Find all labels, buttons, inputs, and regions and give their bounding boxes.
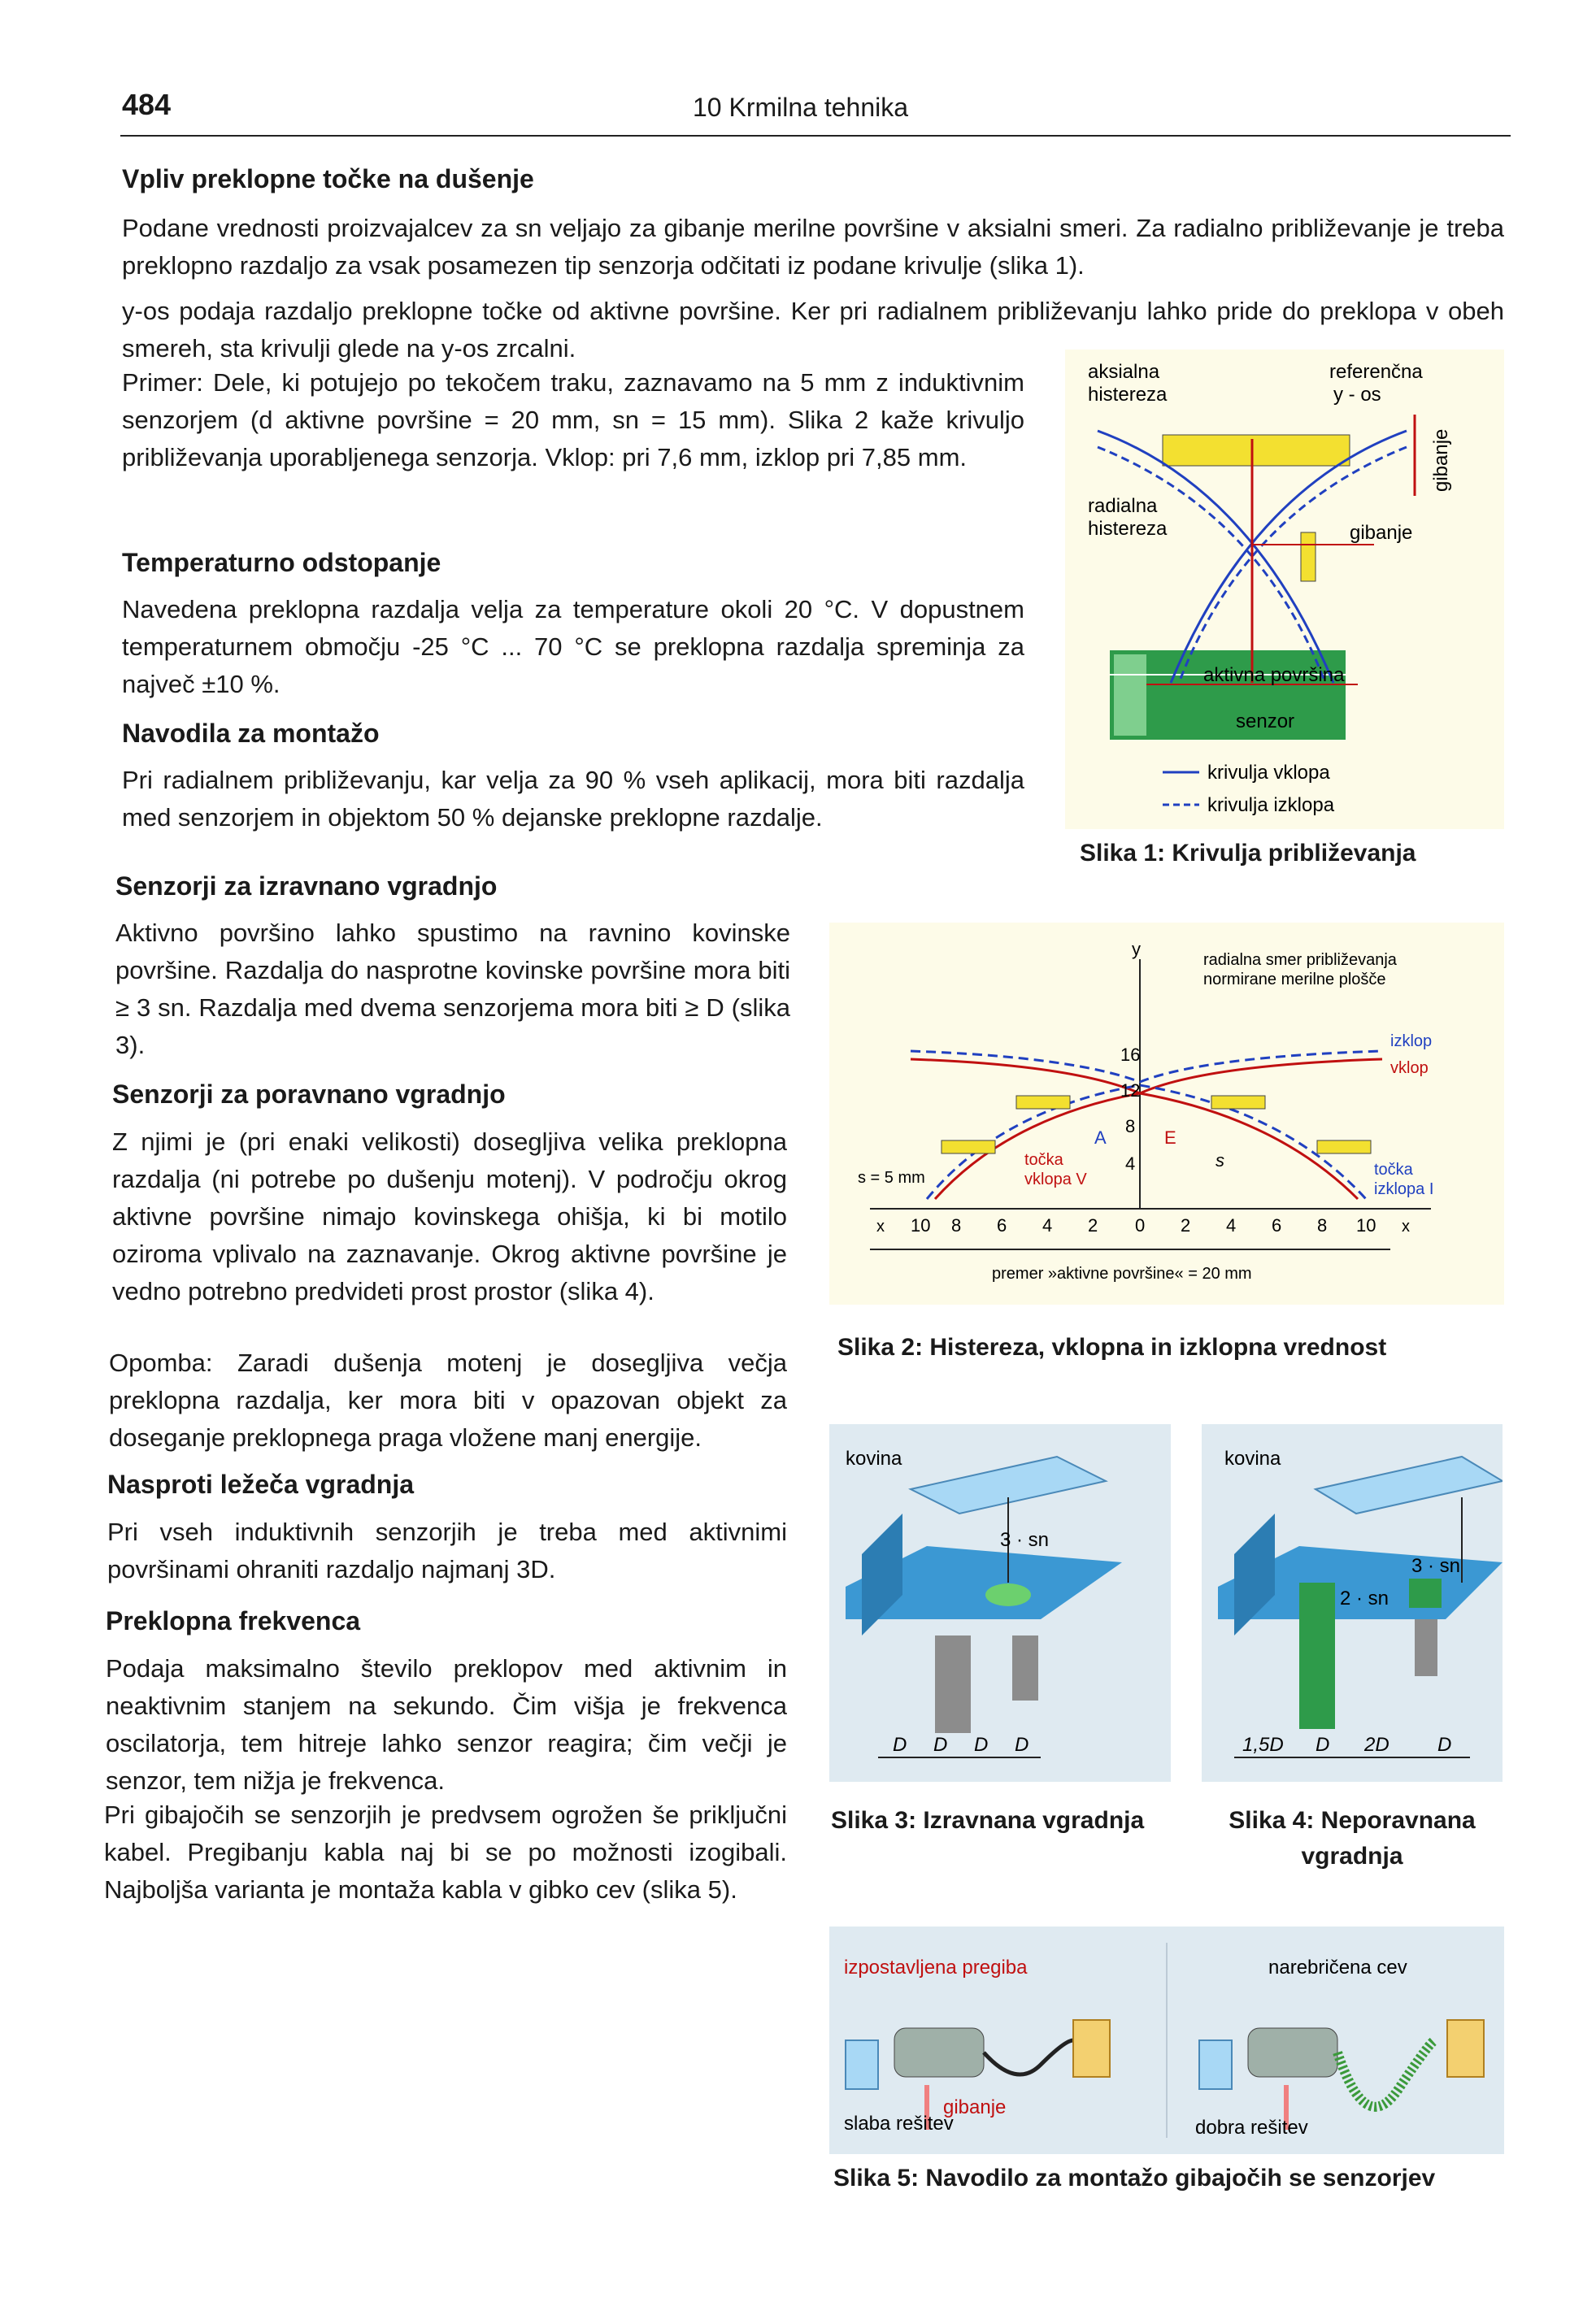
section-title-nasproti: Nasproti ležeča vgradnja <box>107 1470 415 1499</box>
x-tick: 10 <box>1356 1215 1376 1236</box>
x-tick: 4 <box>1226 1215 1237 1236</box>
plate-left-upper <box>1016 1096 1070 1109</box>
figure-5-caption: Slika 5: Navodilo za montažo gibajočih se senzorjev <box>833 2165 1436 2192</box>
sensor-1-body <box>1299 1583 1335 1729</box>
figure-3-diagram <box>829 1424 1171 1782</box>
x-tick: 8 <box>1317 1215 1328 1236</box>
label-E: E <box>1164 1127 1176 1148</box>
label-premer: premer »aktivne površine« = 20 mm <box>992 1265 1252 1283</box>
label-D-3: D <box>974 1734 989 1756</box>
legend-label-vklopa: krivulja vklopa <box>1207 762 1330 784</box>
figure-2-caption: Slika 2: Histereza, vklopna in izklopna vrednost <box>837 1334 1387 1361</box>
paragraph-poravnano-1: Z njimi je (pri enaki velikosti) dosegljiva velika preklopna razdalja (ni potrebe po dušenju motenj). V področju okrog aktivne površine nimajo kovinskega ohišja, ki bi motilo oziroma vplivalo na zaznavanje. Okrog aktivne površine je vedno potrebno predvideti prost prostor (slika 4). <box>112 1127 787 1305</box>
y-tick-8: 8 <box>1125 1116 1136 1136</box>
label-1-5D: 1,5D <box>1242 1734 1284 1756</box>
section-title-montaza: Navodila za montažo <box>122 719 380 748</box>
header-rule <box>120 135 1511 137</box>
label-tocka-v-2: vklopa V <box>1024 1171 1087 1188</box>
curve-izklop <box>911 1051 1382 1082</box>
label-D-right: D <box>1437 1734 1452 1756</box>
figure-5-diagram <box>829 1927 1504 2154</box>
label-2sn: 2 · sn <box>1340 1588 1389 1609</box>
x-tick: 6 <box>1272 1215 1282 1236</box>
y-tick-4: 4 <box>1125 1153 1136 1174</box>
label-kovina: kovina <box>1224 1448 1281 1470</box>
figure-3-caption: Slika 3: Izravnana vgradnja <box>831 1807 1145 1834</box>
figure-4 <box>1202 1424 1503 1782</box>
curve-vklopa-left <box>1098 431 1333 683</box>
paragraph-vpliv-3: Primer: Dele, ki potujejo po tekočem traku, zaznavamo na 5 mm z induktivnim senzorjem (d aktivne površine = 20 mm, sn = 15 mm). Slika 2 kaže krivuljo približevanja uporabljenega senzorja. Vklop: pri 7,6 mm, izklop pri 7,85 mm. <box>122 368 1024 471</box>
label-gibanje: gibanje <box>1350 522 1413 544</box>
label-A: A <box>1094 1127 1107 1148</box>
label-y-os: y - os <box>1333 384 1381 406</box>
running-header: 10 Krmilna tehnika <box>693 93 909 122</box>
paragraph-poravnano-2: Opomba: Zaradi dušenja motenj je dosegljiva večja preklopna razdalja, ker mora biti v opazovan objekt za doseganje preklopnega praga vložene manj energije. <box>109 1349 787 1452</box>
label-tocka-i-1: točka <box>1374 1161 1413 1179</box>
section-title-temp: Temperaturno odstopanje <box>122 548 441 577</box>
label-tocka-v-1: točka <box>1024 1151 1063 1169</box>
reference-plate <box>1163 435 1350 466</box>
label-vklop: vklop <box>1390 1059 1429 1077</box>
y-tick-16: 16 <box>1120 1045 1141 1065</box>
sensor-2-head <box>1409 1579 1442 1608</box>
label-histereza-2: histereza <box>1088 518 1168 540</box>
label-referencna: referenčna <box>1329 361 1423 383</box>
paragraph-temp-1: Navedena preklopna razdalja velja za temperature okoli 20 °C. V dopustnem temperaturnem območju -25 °C ... 70 °C se preklopna razdalja spreminja za največ ±10 %. <box>122 595 1024 698</box>
label-gibanje: gibanje <box>943 2096 1007 2118</box>
curve-vklop <box>911 1059 1382 1093</box>
label-senzor: senzor <box>1236 710 1295 732</box>
plate-left-lower <box>942 1140 995 1153</box>
paragraph-vpliv-1: Podane vrednosti proizvajalcev za sn veljajo za gibanje merilne površine v aksialni smeri. Za radialno približevanje je treba preklopno razdaljo za vsak posamezen tip senzorja odčitati iz podane krivulje (slika 1). <box>122 214 1504 280</box>
sensor-2-body <box>1415 1619 1437 1676</box>
label-D: D <box>1316 1734 1330 1756</box>
label-aksialna: aksialna <box>1088 361 1160 383</box>
label-3sn: 3 · sn <box>1000 1529 1050 1551</box>
x-tick: 0 <box>1135 1215 1146 1236</box>
x-tick: 4 <box>1042 1215 1053 1236</box>
paragraph-frekvenca-1: Podaja maksimalno število preklopov med aktivnim in neaktivnim stanjem na sekundo. Čim višja je frekvenca oscilatorja, tem hitreje lahko senzor reagira; čim večji je senzor, tem nižja je frekvenca. <box>106 1654 787 1795</box>
sensor-good <box>1248 2028 1337 2077</box>
paragraph-nasproti-1: Pri vseh induktivnih senzorjih je treba med aktivnimi površinami ohraniti razdaljo najmanj 3D. <box>107 1518 787 1583</box>
section-title-poravnano: Senzorji za poravnano vgradnjo <box>112 1079 506 1109</box>
x-tick: 2 <box>1088 1215 1098 1236</box>
sensor-2-body <box>1012 1635 1038 1701</box>
figure-2 <box>829 923 1504 1305</box>
label-radialna-2: normirane merilne plošče <box>1203 971 1386 988</box>
legend-label-izklopa: krivulja izklopa <box>1207 794 1335 816</box>
x-tick: 2 <box>1181 1215 1191 1236</box>
section-title-frekvenca: Preklopna frekvenca <box>106 1606 361 1635</box>
sensor-bad <box>894 2028 984 2077</box>
label-D-1: D <box>893 1734 907 1756</box>
target-left-bad <box>846 2040 878 2089</box>
page-number: 484 <box>122 88 172 121</box>
figure-1-diagram <box>1065 350 1504 829</box>
curve-vklopa-right <box>1171 431 1407 683</box>
label-radialna: radialna <box>1088 495 1158 517</box>
figure-5 <box>829 1927 1504 2154</box>
target-left-good <box>1199 2040 1232 2089</box>
label-2D: 2D <box>1364 1734 1389 1756</box>
label-izklop: izklop <box>1390 1032 1433 1050</box>
curve-vklop-low <box>935 1093 1358 1199</box>
paragraph-izravnano-1: Aktivno površino lahko spustimo na ravnino kovinske površine. Razdalja do nasprotne kovinske površine mora biti ≥ 3 sn. Razdalja med dvema senzorjema mora biti ≥ D (slika 3). <box>115 919 790 1059</box>
x-axis-label-left: x <box>876 1218 885 1236</box>
figure-4-caption-1: Slika 4: Neporavnana <box>1229 1807 1476 1834</box>
x-ticks <box>876 1215 1410 1236</box>
paragraph-montaza-1: Pri radialnem približevanju, kar velja za 90 % vseh aplikacij, mora biti razdalja med senzorjem in objektom 50 % dejanske preklopne razdalje. <box>122 766 1024 832</box>
target-right-good <box>1447 2020 1484 2077</box>
x-tick: 8 <box>951 1215 962 1236</box>
curve-izklopa-left <box>1098 447 1325 683</box>
figure-1 <box>1065 350 1504 829</box>
label-3sn: 3 · sn <box>1411 1555 1461 1577</box>
label-s5: s = 5 mm <box>858 1169 925 1187</box>
curve-izklopa-right <box>1179 447 1407 683</box>
plate-right-lower <box>1317 1140 1371 1153</box>
figure-1-caption: Slika 1: Krivulja približevanja <box>1080 840 1416 867</box>
figure-2-diagram <box>829 923 1504 1305</box>
label-D-2: D <box>933 1734 948 1756</box>
target-right-bad <box>1073 2020 1110 2077</box>
label-histereza: histereza <box>1088 384 1168 406</box>
label-tocka-i-2: izklopa I <box>1374 1180 1434 1198</box>
sensor-face <box>985 1583 1031 1606</box>
x-tick: 10 <box>911 1215 931 1236</box>
x-tick: 6 <box>997 1215 1007 1236</box>
section-title-izravnano: Senzorji za izravnano vgradnjo <box>115 871 498 901</box>
y-tick-12: 12 <box>1120 1080 1141 1101</box>
label-aktivna-povrsina: aktivna površina <box>1203 664 1345 686</box>
figure-3 <box>829 1424 1171 1782</box>
label-kovina: kovina <box>846 1448 902 1470</box>
sensor-1-body <box>935 1635 971 1733</box>
label-radialna-1: radialna smer približevanja <box>1203 951 1397 969</box>
section-title-vpliv: Vpliv preklopne točke na dušenje <box>122 164 534 193</box>
label-s: s <box>1216 1150 1224 1171</box>
label-gibanje-vertical: gibanje <box>1430 428 1452 492</box>
x-axis-label-right: x <box>1402 1218 1410 1236</box>
label-dobra: dobra rešitev <box>1195 2117 1308 2139</box>
label-narebricena: narebričena cev <box>1268 1957 1407 1979</box>
label-y: y <box>1132 939 1141 959</box>
figure-4-diagram <box>1202 1424 1503 1782</box>
moving-plate <box>1301 532 1316 581</box>
paragraph-vpliv-2: y-os podaja razdaljo preklopne točke od aktivne površine. Ker pri radialnem približevanju lahko pride do preklopa v obeh smereh, sta krivulji glede na y-os zrcalni. <box>122 297 1504 363</box>
sensor-highlight <box>1114 654 1146 736</box>
label-slaba: slaba rešitev <box>844 2113 954 2135</box>
label-izpostavljena: izpostavljena pregiba <box>844 1957 1028 1979</box>
paragraph-frekvenca-2: Pri gibajočih se senzorjih je predvsem ogrožen še priključni kabel. Pregibanju kabla naj bi se po možnosti izogibali. Najboljša varianta je montaža kabla v gibko cev (slika 5). <box>104 1801 787 1904</box>
plate-right-upper <box>1211 1096 1265 1109</box>
label-D-4: D <box>1015 1734 1029 1756</box>
figure-4-caption-2: vgradnja <box>1301 1843 1403 1870</box>
